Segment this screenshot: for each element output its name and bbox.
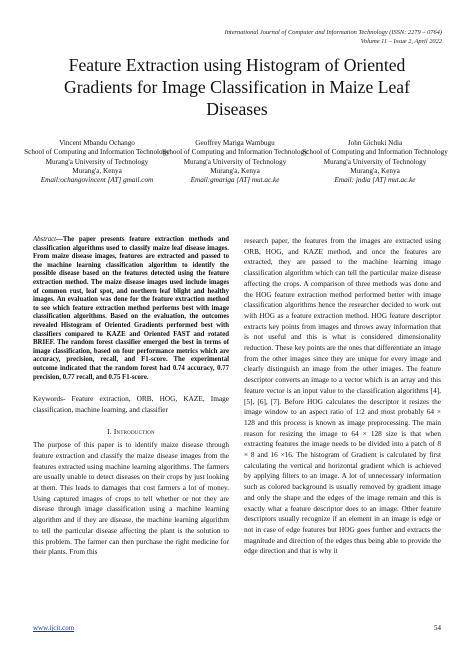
- author-university: Murang'a University of Technology: [323, 157, 427, 166]
- author-school: School of Computing and Information Technology: [302, 148, 448, 157]
- paper-title: Feature Extraction using Histogram of Oriented Gradients for Image Classification in Maize Leaf Diseases: [64, 55, 410, 119]
- author-email: Email:gmariga [AT] mut.ac.ke: [190, 176, 280, 185]
- section-title: Introduction: [113, 426, 155, 436]
- abstract-text: —The paper presents feature extraction methods and classification algorithms used to classify maize leaf disease images. From maize disease images, features are extracted and passed to the machine learning classification algorithm to identify the possible disease based on the features detected using the feature extraction method. The maize disease images used include images of common rust, leaf spot, and northern leaf blight and healthy images. An evaluation was done for the feature extraction method to see which feature extraction method performs best with image classification algorithms. Based on the evaluation, the outcomes revealed Histogram of Oriented Gradients performed best with classifiers compared to KAZE and Oriented FAST and rotated BRIEF. The random forest classifier emerged the best in terms of image classification, based on four performance metrics which are accuracy, precision, recall, and F1-score. The experimental outcome indicated that the random forest had 0.74 accuracy, 0.77 precision, 0.77 recall, and 0.75 F1-score.: [33, 236, 229, 381]
- journal-name: International Journal of Computer and Information Technology (ISSN: 2279 – 0764): [224, 29, 442, 36]
- author-name: John Gichuki Ndia: [347, 139, 403, 147]
- intro-paragraph: The purpose of this paper is to identify maize disease through feature extraction and classify the maize disease images from the features extracted using machine learning algorithms. The farmers are usually unable to detect diseases on their crops by just looking at them. This leads to damages that cost farmers a lot of money. Using captured images of crops to tell whether or not they are disease through image classification using a machine learning algorithm and if they are disease, the machine learning algorithm to tell the particular disease affecting the plant is the solution to this problem. The farmer can then purchase the right medicine for their plants. From this: [33, 440, 229, 557]
- author-location: Murang'a, Kenya: [210, 166, 260, 175]
- author-name: Vincent Mbandu Ochango: [59, 139, 135, 147]
- author-location: Murang'a, Kenya: [72, 166, 122, 175]
- author-university: Murang'a University of Technology: [183, 157, 287, 166]
- keywords: Keywords- Feature extraction, ORB, HOG, KAZE, Image classification, machine learning, and classifier: [33, 394, 229, 414]
- right-column: [244, 236, 441, 557]
- author-block: [24, 139, 448, 209]
- author-university: Murang'a University of Technology: [45, 157, 149, 166]
- section-number: I.: [107, 426, 112, 436]
- author-email: Email: jndia [AT] mut.ac.ke: [334, 176, 416, 185]
- author-school: School of Computing and Information Technology: [162, 148, 308, 157]
- author-3: [300, 139, 450, 185]
- section-heading-introduction: [33, 427, 229, 438]
- author-school: School of Computing and Information Technology: [24, 148, 170, 157]
- abstract-lead: Abstract: [33, 236, 57, 243]
- author-location: Murang'a, Kenya: [350, 166, 400, 175]
- right-column-paragraph: research paper, the features from the images are extracted using ORB, HOG, and KAZE method, and once the features are extracted, they are passed to the machine learning image classification algorithm which can tell the particular maize disease affecting the crops. A comparison of three methods was done and the HOG feature extraction method performed better with image classification algorithms hence the researcher decided to work out with HOG as a feature extraction method. HOG feature descriptor extracts key points from images and throws away information that is not useful and this is what is considered dimensionality reduction. These key points are the ones that differentiate an image from the other images since they are unique for every image and clearly distinguish an image from the other images. The feature descriptor converts an image to a vector which is an array and this feature vector is an input value to the classification algorithms [4], [5], [6], [7]. Before HOG calculates the descriptor it resizes the image window to an aspect ratio of 1:2 and most probably 64 × 128 and this process is known as image preprocessing. The main reason for resizing the image to 64 × 128 size is that when extracting features the image needs to be divided into a patch of 8 × 8 and 16 ×16. The histogram of Gradient is calculated by first calculating the vertical and horizontal gradient which is achieved by applying filters to an image. A lot of unnecessary information such as colored background is usually removed by gradient image and only the shape and the edges of the image remain and this is exactly what a feature descriptor does to an image. Other feature descriptors usually recognize if an element in an image is edge or not in case of edge features but HOG goes further and extracts the magnitude and direction of the edges thus being able to provide the edge direction and that is why it: [244, 236, 441, 556]
- author-2: [160, 139, 310, 185]
- footer-url-link[interactable]: www.ijcit.com: [33, 624, 75, 632]
- journal-volume: Volume 11 – Issue 2, April 2022: [360, 37, 442, 45]
- journal-header: [142, 29, 442, 46]
- page-number: 54: [434, 624, 441, 632]
- author-name: Geoffrey Mariga Wambugu: [195, 139, 275, 147]
- author-1: [22, 139, 172, 185]
- left-column: [33, 236, 229, 558]
- author-email: Email:ochangovincent [AT] gmail.com: [40, 176, 154, 185]
- abstract: [33, 236, 229, 382]
